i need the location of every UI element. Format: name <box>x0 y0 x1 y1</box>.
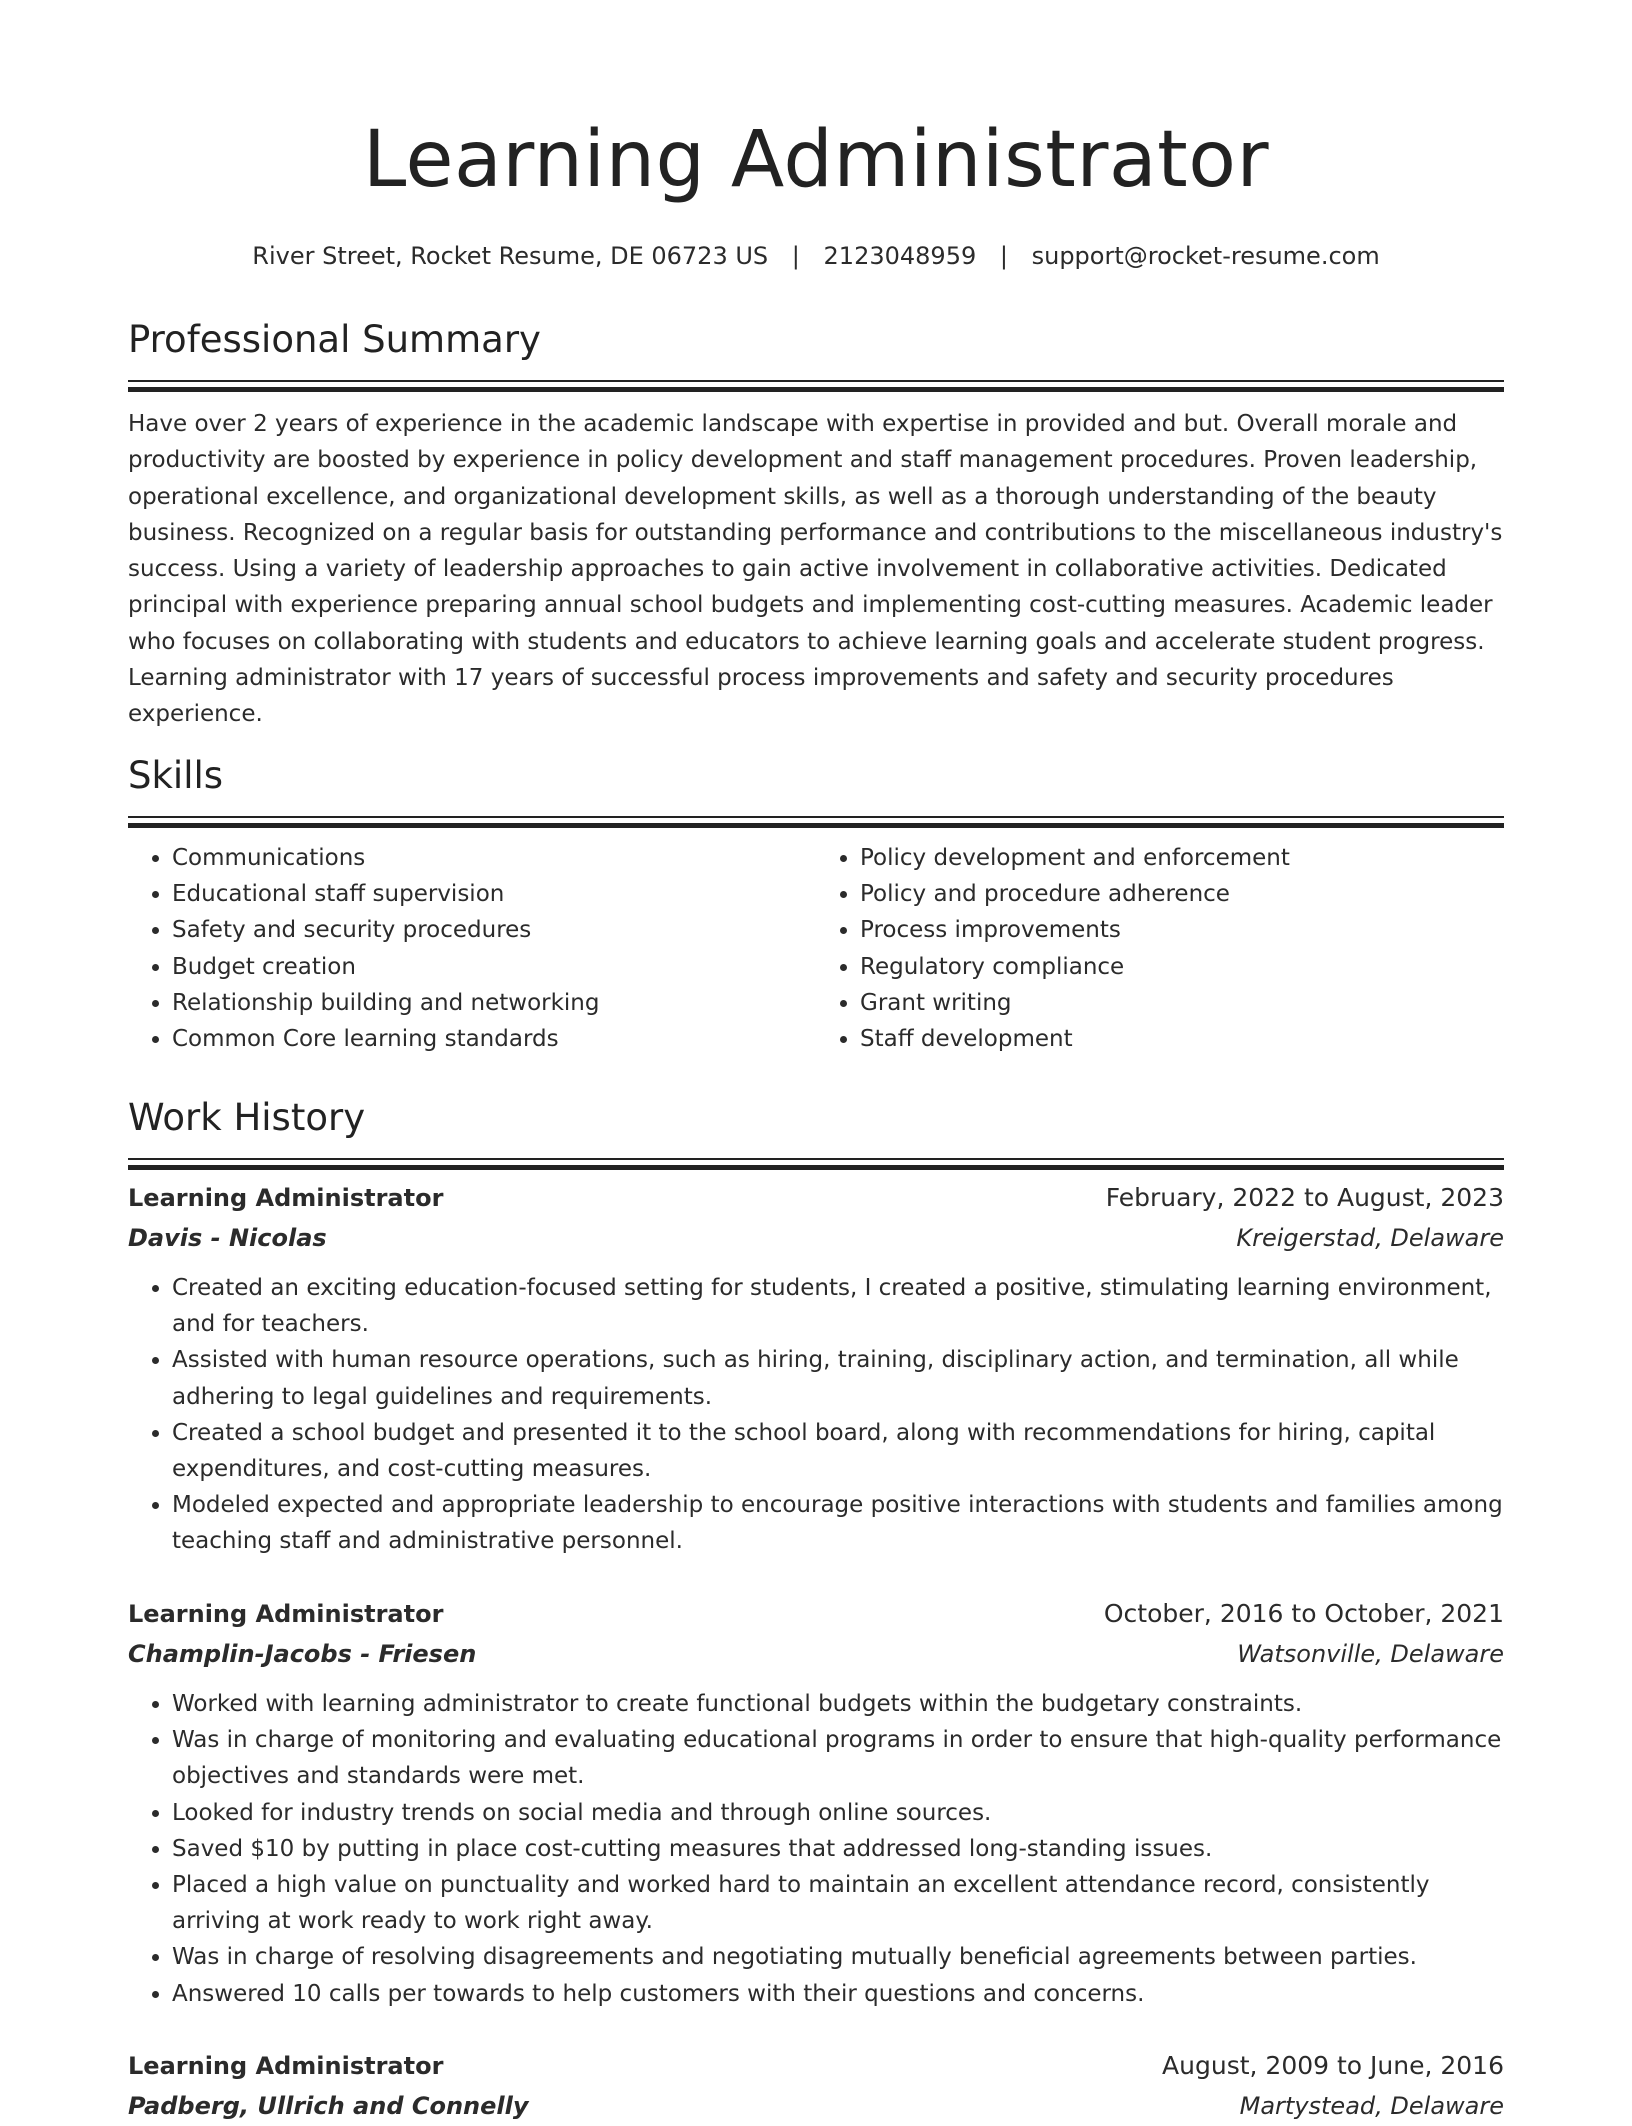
job-location: Watsonville, Delaware <box>1237 1640 1504 1668</box>
job-entry <box>128 2046 1504 2126</box>
job-entry <box>128 1594 1504 2012</box>
skill-item: • Educational staff supervision <box>172 876 816 912</box>
job-title: Learning Administrator <box>128 1184 444 1212</box>
resume-name: Learning Administrator <box>362 115 1270 205</box>
section-divider <box>128 816 1504 828</box>
job-bullet: • Looked for industry trends on social media and through online sources. <box>172 1795 1504 1831</box>
section-divider <box>128 1158 1504 1170</box>
summary-section <box>128 316 1504 733</box>
skill-item: • Grant writing <box>860 985 1504 1021</box>
skill-item: • Policy and procedure adherence <box>860 876 1504 912</box>
work-history-section <box>128 1094 1504 1170</box>
job-header-row <box>128 2046 1504 2086</box>
job-title: Learning Administrator <box>128 2052 444 2080</box>
job-subheader-row <box>128 1218 1504 1258</box>
skills-list-right <box>816 840 1504 1057</box>
job-bullet-list <box>128 1270 1504 1560</box>
job-title: Learning Administrator <box>128 1600 444 1628</box>
job-dates: August, 2009 to June, 2016 <box>1162 2051 1504 2080</box>
skills-list-left <box>128 840 816 1057</box>
job-header-row <box>128 1178 1504 1218</box>
job-subheader-row <box>128 1634 1504 1674</box>
contact-line <box>128 238 1504 274</box>
job-bullet: • Placed a high value on punctuality and worked hard to maintain an excellent attendance record, consistently arriving at work ready to work right away. <box>172 1867 1504 1939</box>
job-dates: October, 2016 to October, 2021 <box>1103 1599 1504 1628</box>
section-divider <box>128 380 1504 392</box>
job-subheader-row <box>128 2086 1504 2126</box>
skill-item: • Communications <box>172 840 816 876</box>
job-bullet: • Modeled expected and appropriate leadership to encourage positive interactions with students and families among teaching staff and administrative personnel. <box>172 1487 1504 1559</box>
job-header-row <box>128 1594 1504 1634</box>
job-bullet: • Created an exciting education-focused setting for students, I created a positive, stimulating learning environment, and for teachers. <box>172 1270 1504 1342</box>
section-title-skills: Skills <box>128 754 224 797</box>
skill-item: • Safety and security procedures <box>172 912 816 948</box>
skill-item: • Staff development <box>860 1021 1504 1057</box>
contact-address: River Street, Rocket Resume, DE 06723 US <box>252 242 769 270</box>
job-entry <box>128 1178 1504 1560</box>
contact-phone: 2123048959 <box>823 242 977 270</box>
job-dates: February, 2022 to August, 2023 <box>1105 1183 1504 1212</box>
summary-text: Have over 2 years of experience in the academic landscape with expertise in provided and but. Overall morale and productivity are boosted by experience in policy development and staff management procedures. Proven leadership, operational excellence, and organizational development skills, as well as a thorough understanding of the beauty business. Recognized on a regular basis for outstanding performance and contributions to the miscellaneous industry's success. Using a variety of leadership approaches to gain active involvement in collaborative activities. Dedicated principal with experience preparing annual school budgets and implementing cost-cutting measures. Academic leader who focuses on collaborating with students and educators to achieve learning goals and accelerate student progress. Learning administrator with 17 years of successful process improvements and safety and security procedures experience. <box>128 411 1503 728</box>
job-bullet: • Was in charge of monitoring and evaluating educational programs in order to ensure that high-quality performance objectives and standards were met. <box>172 1722 1504 1794</box>
job-bullet: • Saved $10 by putting in place cost-cutting measures that addressed long-standing issues. <box>172 1831 1504 1867</box>
skills-grid <box>128 840 1504 1057</box>
skill-item: • Regulatory compliance <box>860 949 1504 985</box>
job-company: Padberg, Ullrich and Connelly <box>128 2092 529 2120</box>
job-company: Champlin-Jacobs - Friesen <box>128 1640 477 1668</box>
skill-item: • Relationship building and networking <box>172 985 816 1021</box>
skills-section <box>128 752 1504 1057</box>
job-company: Davis - Nicolas <box>128 1224 327 1252</box>
section-title-summary: Professional Summary <box>128 318 541 361</box>
job-location: Kreigerstad, Delaware <box>1236 1224 1504 1252</box>
skill-item: • Policy development and enforcement <box>860 840 1504 876</box>
skill-item: • Process improvements <box>860 912 1504 948</box>
job-bullet: • Answered 10 calls per towards to help customers with their questions and concerns. <box>172 1976 1504 2012</box>
contact-separator: | <box>791 242 800 270</box>
job-bullet: • Assisted with human resource operations, such as hiring, training, disciplinary action, and termination, all while adhering to legal guidelines and requirements. <box>172 1342 1504 1414</box>
job-bullet-list <box>128 1686 1504 2012</box>
skill-item: • Budget creation <box>172 949 816 985</box>
contact-email[interactable]: support@rocket-resume.com <box>1031 242 1380 270</box>
job-bullet: • Created a school budget and presented it to the school board, along with recommendations for hiring, capital expenditures, and cost-cutting measures. <box>172 1415 1504 1487</box>
job-bullet: • Worked with learning administrator to create functional budgets within the budgetary constraints. <box>172 1686 1504 1722</box>
section-title-work-history: Work History <box>128 1096 366 1139</box>
job-bullet: • Was in charge of resolving disagreements and negotiating mutually beneficial agreements between parties. <box>172 1939 1504 1975</box>
contact-separator: | <box>999 242 1008 270</box>
job-location: Martystead, Delaware <box>1239 2092 1504 2120</box>
skill-item: • Common Core learning standards <box>172 1021 816 1057</box>
